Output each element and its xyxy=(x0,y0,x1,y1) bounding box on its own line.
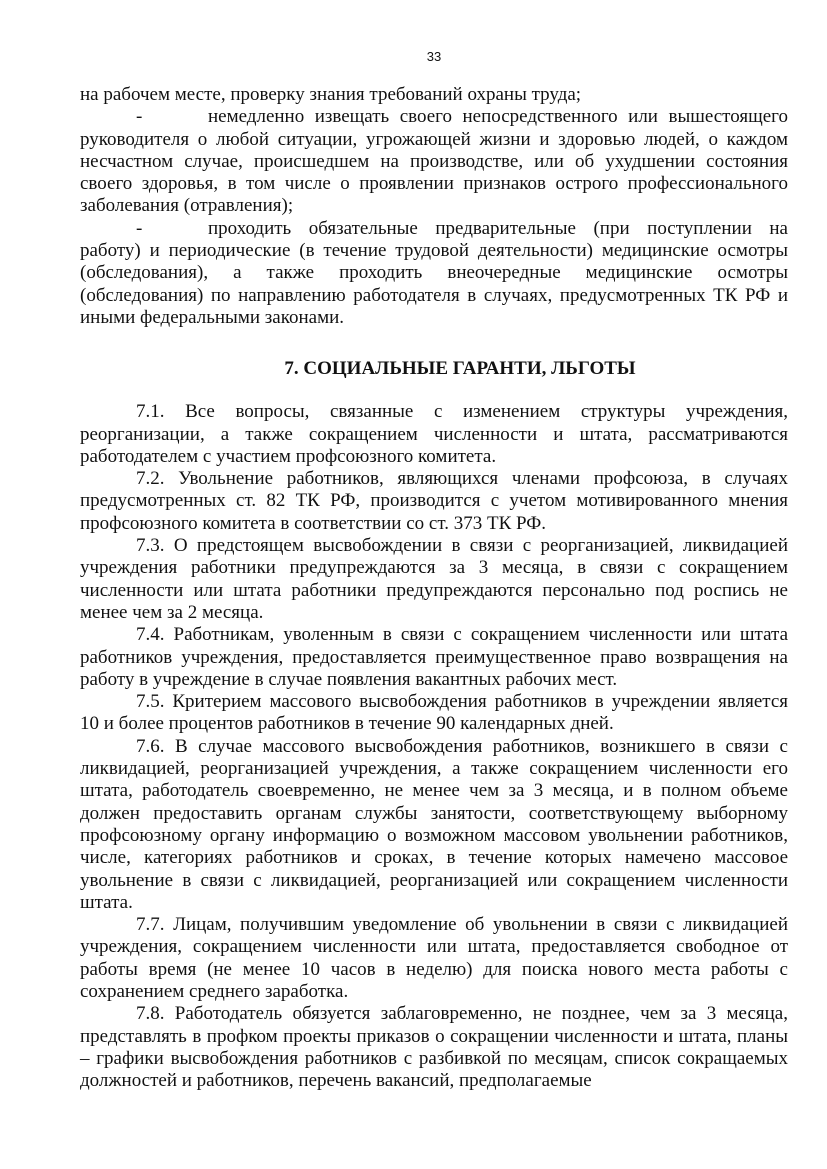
clause-7-7: 7.7. Лицам, получившим уведомление об увольнении в связи с ликвидацией учреждения, сокращением численности или штата, предоставляется свободное от работы время (не менее 10 часов в неделю) для поиска нового места работы с сохранением среднего заработка. xyxy=(80,914,788,1002)
list-item-medical-text: проходить обязательные предварительные (при поступлении на работу) и периодические (в течение трудовой деятельности) медицинские осмотры (обследования), а также проходить внеочередные медицинские осмотры (обследования) по направлению работодателя в случаях, предусмотренных ТК РФ и иными федеральными законами. xyxy=(80,217,788,328)
dash-marker: - xyxy=(136,106,143,128)
list-item-notify xyxy=(80,106,788,217)
list-item-notify-text: немедленно извещать своего непосредственного или вышестоящего руководителя о любой ситуации, угрожающей жизни и здоровью людей, о каждом несчастном случае, происшедшем на производстве, или об ухудшении состояния своего здоровья, в том числе о проявлении признаков острого профессионального заболевания (отравления); xyxy=(80,106,788,217)
dash-marker: - xyxy=(136,217,143,239)
document-body xyxy=(80,84,788,1092)
list-item-medical xyxy=(80,218,788,329)
page-number: 33 xyxy=(426,49,442,64)
clause-7-1: 7.1. Все вопросы, связанные с изменением структуры учреждения, реорганизации, а также сокращением численности и штата, рассматриваются работодателем с участием профсоюзного комитета. xyxy=(80,401,788,467)
continuation-line: на рабочем месте, проверку знания требований охраны труда; xyxy=(80,84,582,105)
clause-7-8: 7.8. Работодатель обязуется заблаговременно, не позднее, чем за 3 месяца, представлять в профком проекты приказов о сокращении численности и штата, планы – графики высвобождения работников с разбивкой по месяцам, список сокращаемых должностей и работников, перечень вакансий, предполагаемые xyxy=(80,1003,788,1092)
clause-7-4: 7.4. Работникам, уволенным в связи с сокращением численности или штата работников учреждения, предоставляется преимущественное право возвращения на работу в учреждение в случае появления вакантных рабочих мест. xyxy=(80,624,788,690)
section-heading: 7. СОЦИАЛЬНЫЕ ГАРАНТИ, ЛЬГОТЫ xyxy=(284,358,636,380)
clause-7-5: 7.5. Критерием массового высвобождения работников в учреждении является 10 и более процентов работников в течение 90 календарных дней. xyxy=(80,691,788,735)
clause-7-2: 7.2. Увольнение работников, являющихся членами профсоюза, в случаях предусмотренных ст. 82 ТК РФ, производится с учетом мотивированного мнения профсоюзного комитета в соответствии со ст. 373 ТК РФ. xyxy=(80,468,788,534)
clause-7-6: 7.6. В случае массового высвобождения работников, возникшего в связи с ликвидацией, реорганизацией учреждения, а также сокращением численности его штата, работодатель своевременно, не менее чем за 3 месяца, и в полном объеме должен предоставить органам службы занятости, соответствующему выборному профсоюзному органу информацию о возможном массовом увольнении работников, числе, категориях работников и сроках, в течение которых намечено массовое увольнение в связи с ликвидацией, реорганизацией или сокращением численности штата. xyxy=(80,735,788,913)
clause-7-3: 7.3. О предстоящем высвобождении в связи с реорганизацией, ликвидацией учреждения работники предупреждаются за 3 месяца, в связи с сокращением численности или штата работники предупреждаются персонально под роспись не менее чем за 2 месяца. xyxy=(80,535,788,623)
